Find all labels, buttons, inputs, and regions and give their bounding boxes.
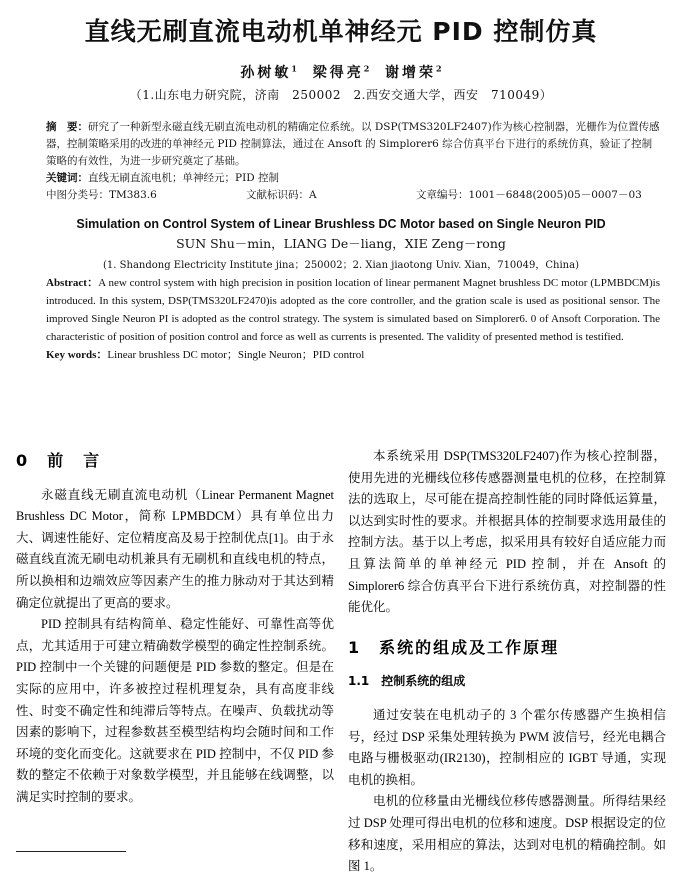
paragraph: 永磁直线无刷直流电动机（Linear Permanent Magnet Brushless DC Motor，简称 LPMBDCM）具有单位出力大、调速性能好、定位精度高及易于控制优点[1]。由于永磁直线直流无刷电动机兼具有无刷机和直线电机的特点，所以换相和边端效应等因素产生的推力脉动对于其达到精确定位就提出了更高的要求。 <box>16 487 334 610</box>
clc-number: 中图分类号：TM383.6 <box>46 189 157 201</box>
affiliation-en: (1. Shandong Electricity Institute jina；250002；2. Xian jiaotong Univ. Xian，710049，China) <box>103 260 579 271</box>
paragraph: PID 控制具有结构简单、稳定性能好、可靠性高等优点，尤其适用于可建立精确数学模型的确定性控制系统。PID 控制中一个关键的问题便是 PID 参数的整定。但是在实际的应用中，许多被控过程机理复杂，具有高度非线性、时变不确定性和纯滞后等特点。在噪声、负载扰动等因素的影响下，过程参数甚至模型结构均会随时间和工作环境的变化而变化。这就要求在 PID 控制中，不仅 PID 参数的整定不依赖于对象数学模型，并且能够在线调整，以满足实时控制的要求。 <box>16 617 334 804</box>
paper-title-en: Simulation on Control System of Linear Brushless DC Motor based on Single Neuron PID <box>76 217 606 231</box>
keywords-en <box>16 346 666 364</box>
paper-title-cn: 直线无刷直流电动机单神经元 PID 控制仿真 <box>84 17 598 46</box>
affiliation-mark: 2 <box>436 63 442 74</box>
author-list-en: SUN Shu－min，LIANG De－liang，XIE Zeng－rong <box>176 236 506 251</box>
author-name: 梁得亮 <box>312 65 364 81</box>
abstract-label-en: Abstract： <box>46 277 99 289</box>
subsection-heading-control-system: 1.1 控制系统的组成 <box>348 674 466 689</box>
affiliation-mark: 2 <box>363 63 370 74</box>
keywords-text-cn: 直线无刷直流电机；单神经元；PID 控制 <box>88 172 279 184</box>
body-columns <box>16 446 666 878</box>
right-column <box>348 446 666 878</box>
affiliation-mark: 1 <box>291 63 297 74</box>
abstract-cn <box>16 119 666 170</box>
keywords-label-cn: 关键词： <box>46 172 88 184</box>
left-column <box>16 446 334 878</box>
paragraph: 本系统采用 DSP(TMS320LF2407)作为核心控制器，使用先进的光栅线位移传感器测量电机的位移，在控制算法的选取上，尽可能在提高控制性能的同时降低运算量，以达到实时性的要求。并根据具体的控制要求选用最佳的控制方法。基于以上考虑，拟采用具有较好自适应能力而且算法简单的单神经元 PID 控制，并在 Ansoft 的 Simplorer6 综合仿真平台下进行系统仿真，对控制器的性能优化。 <box>348 449 666 615</box>
affiliation-cn: （1.山东电力研究院，济南 250002 2.西安交通大学，西安 710049） <box>129 88 553 102</box>
abstract-en <box>16 274 666 346</box>
abstract-text-cn: 研究了一种新型永磁直线无刷直流电动机的精确定位系统。以 DSP(TMS320LF2407)作为核心控制器，光栅作为位置传感器，控制策略采用的改进的单神经元 PID 控制算法，通过在 Ansoft 的 Simplorer6 综合仿真平台下进行的系统仿真，验证了控制策略的有效性，为进一步研究奠定了基础。 <box>46 121 660 167</box>
article-number: 文章编号：1001－6848(2005)05－0007－03 <box>416 189 642 201</box>
author-name: 孙树敏 <box>240 65 292 81</box>
abstract-label-cn: 摘 要： <box>46 121 88 133</box>
classification-row <box>16 187 666 204</box>
paragraph: 电机的位移量由光栅线位移传感器测量。所得结果经过 DSP 处理可得出电机的位移和速度。DSP 根据设定的位移和速度，采用相应的算法，达到对电机的精确控制。如图 1。 <box>348 794 666 874</box>
author-list-cn <box>16 62 666 82</box>
section-heading-system: 1 系统的组成及工作原理 <box>348 637 560 657</box>
document-code: 文献标识码：A <box>246 189 317 201</box>
paragraph: 通过安装在电机动子的 3 个霍尔传感器产生换相信号，经过 DSP 采集处理转换为 PWM 波信号，经光电耦合电路与栅极驱动(IR2130)，控制相应的 IGBT 导通，实现电机的换相。 <box>348 707 666 787</box>
keywords-cn <box>16 170 666 187</box>
abstract-text-en: A new control system with high precision in position location of linear permanent Magnet brushless DC motor (LPMBDCM)is introduced. In this system, DSP(TMS320LF2470)is adopted as the core controller, and the gration scale is used as positional sensor. The improved Single Neuron PI is adopted as the control strategy. The system is simulated based on Simplorer6. 0 of Ansoft Corporation. The characteristic of position of position control and force as well as currents is presented. The validity of presented method is testified. <box>46 277 661 343</box>
keywords-label-en: Key words： <box>46 349 108 361</box>
keywords-text-en: Linear brushless DC motor；Single Neuron；PID control <box>107 349 365 361</box>
section-heading-introduction: 0 前 言 <box>16 451 102 470</box>
author-name: 谢增荣 <box>385 65 437 81</box>
